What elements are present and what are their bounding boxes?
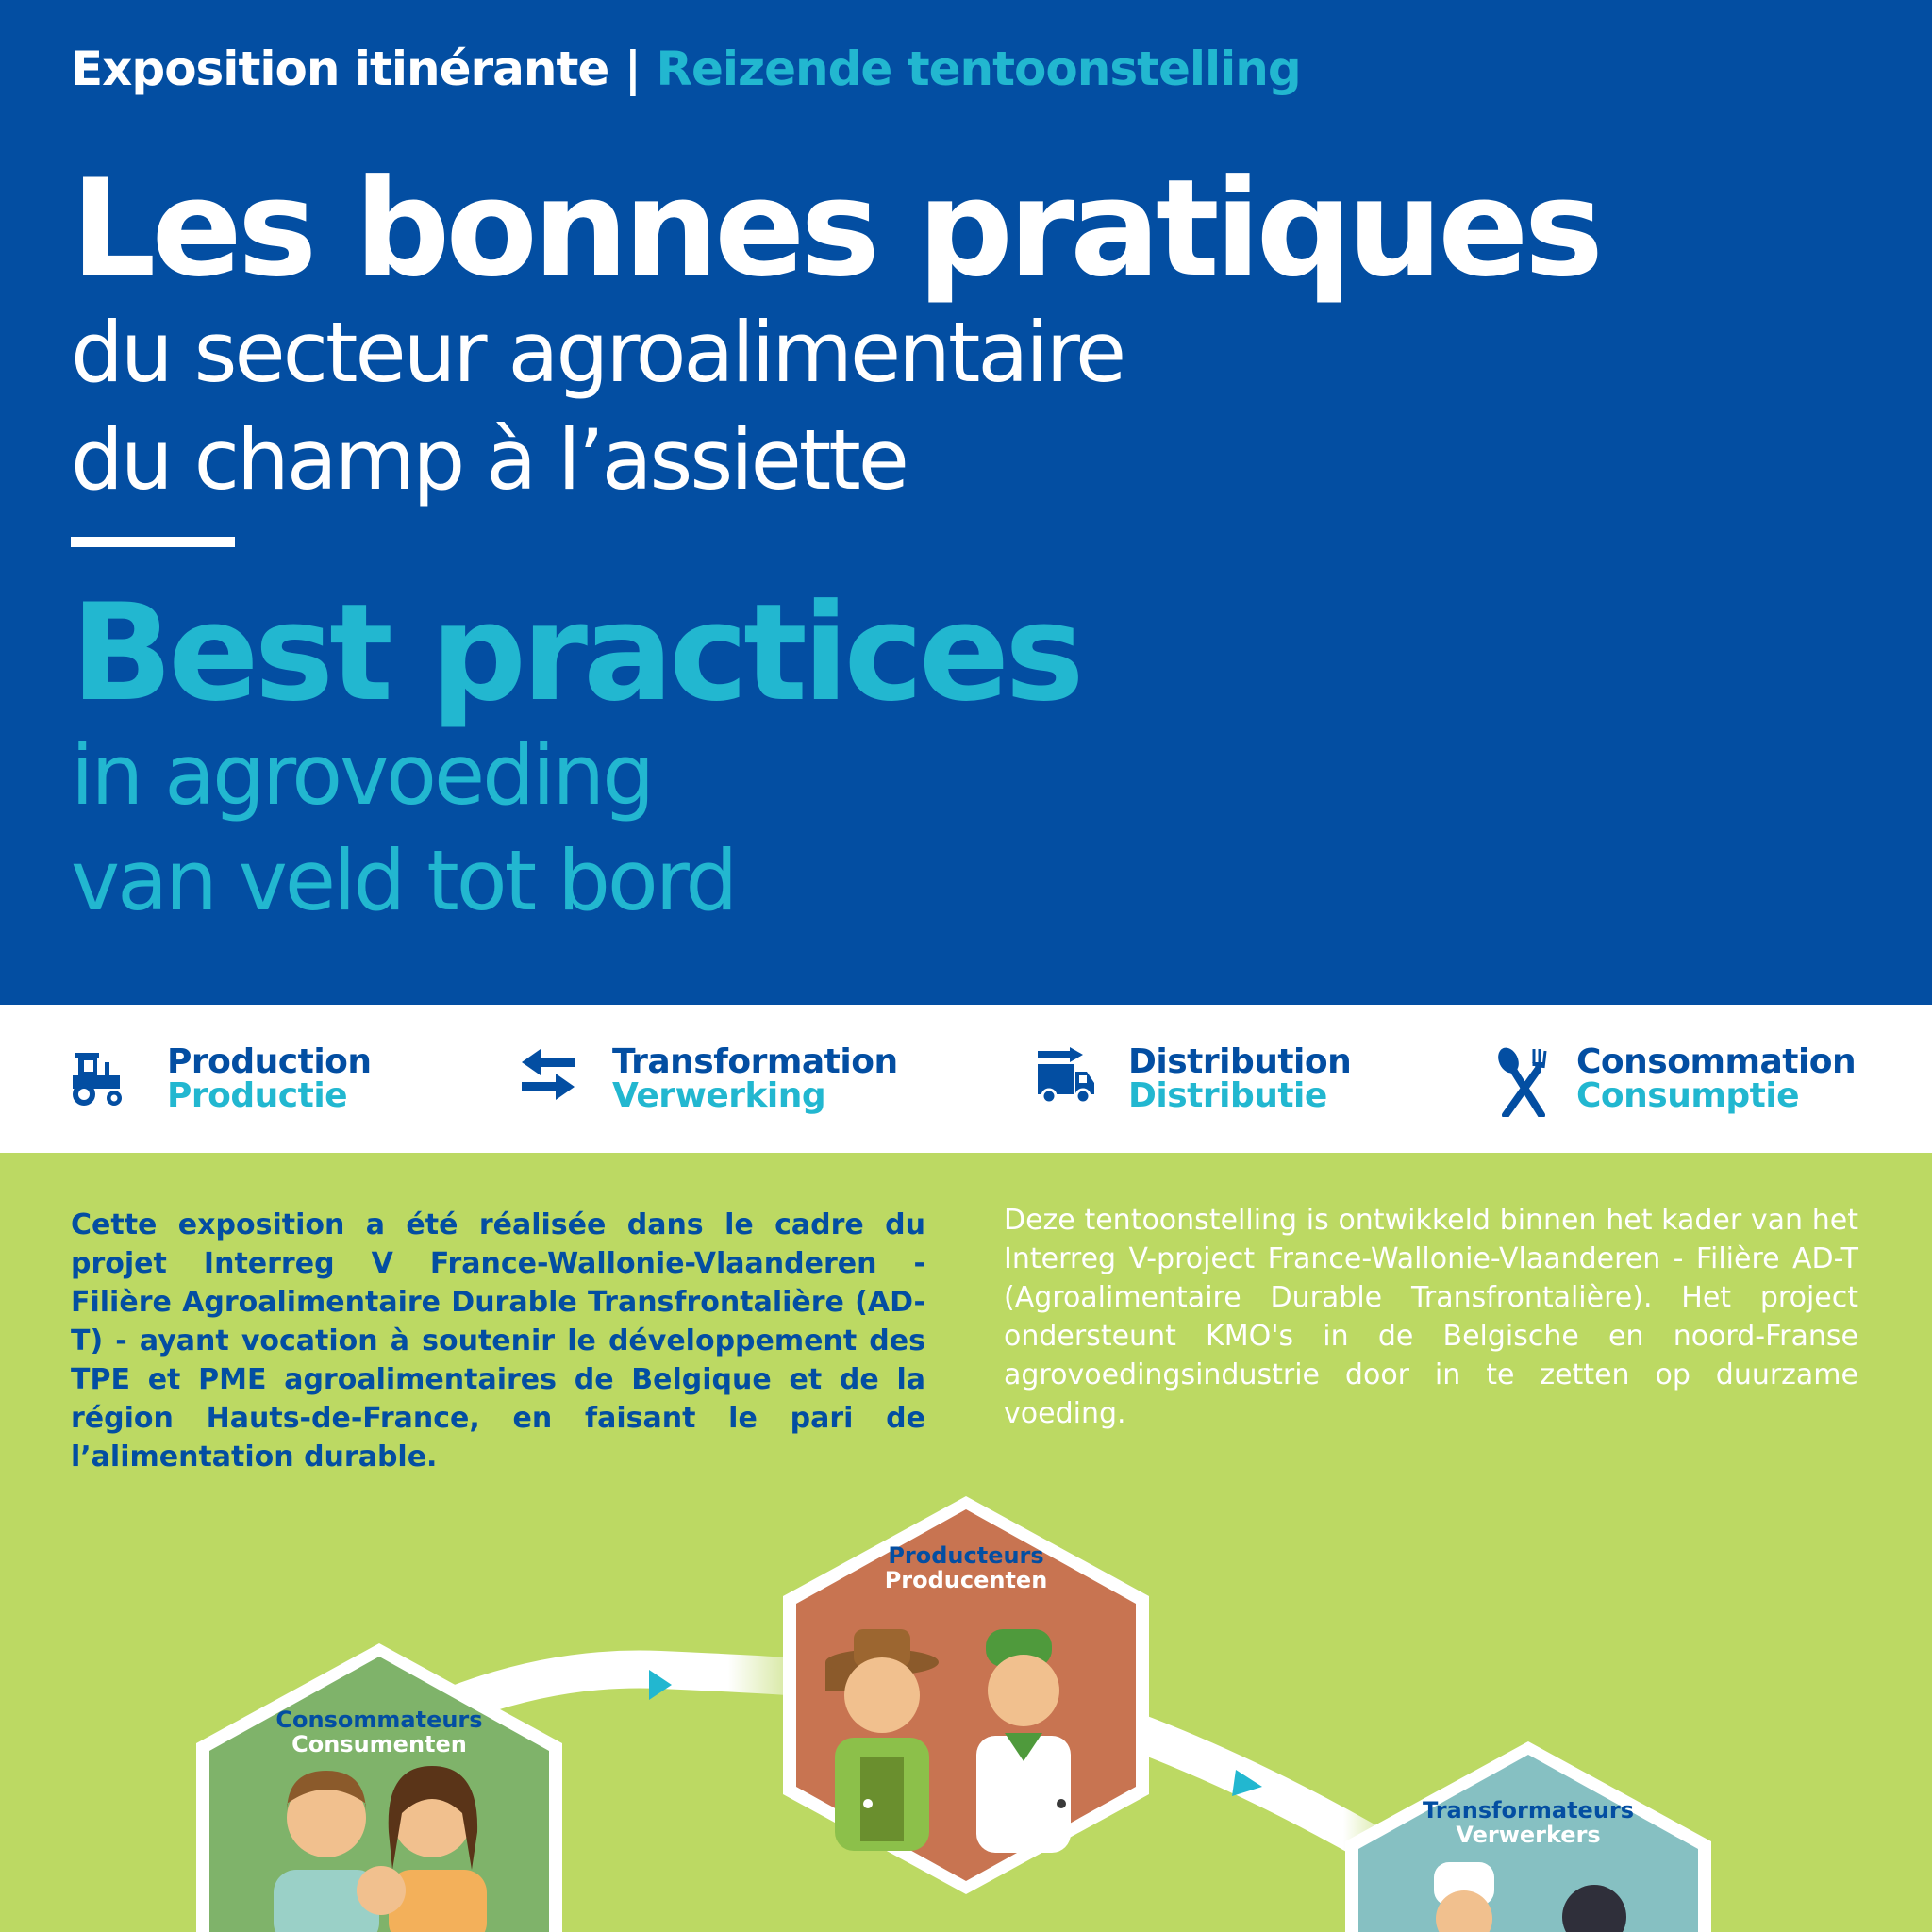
consumers-label-nl: Consumenten	[291, 1731, 467, 1757]
processors-label-nl: Verwerkers	[1456, 1822, 1601, 1848]
processors-label	[1415, 1798, 1641, 1847]
intro-paragraph-fr: Cette exposition a été réalisée dans le cadre du projet Interreg V France-Wallonie-Vlaanderen - Filière Agroalimentaire Durable Transfrontalière (AD-T) - ayant vocation à soutenir le développement des TPE et PME agroalimentaires de Belgique et de la région Hauts-de-France, en faisant le pari de l’alimentation durable.	[71, 1208, 925, 1474]
title-fr: Les bonnes pratiques	[71, 151, 1600, 307]
delivery-truck-icon	[1036, 1047, 1096, 1113]
step-label-fr: Distribution	[1128, 1042, 1352, 1081]
step-label-nl: Verwerking	[612, 1076, 826, 1115]
divider-rule	[71, 537, 235, 547]
step-label-nl: Distributie	[1128, 1076, 1327, 1115]
kicker-fr: Exposition itinérante |	[71, 42, 641, 96]
title-nl: Best practices	[71, 575, 1080, 731]
tractor-icon	[69, 1047, 125, 1113]
subtitle-fr-2: du champ à l’assiette	[71, 411, 907, 508]
consumers-label-fr: Consommateurs	[275, 1707, 483, 1733]
intro-paragraph-nl: Deze tentoonstelling is ontwikkeld binnen het kader van het Interreg V-project France-Wallonie-Vlaanderen - Filière AD-T (Agroalimentaire Durable Transfrontalière). Het project ondersteunt KMO's in de Belgische en noord-Franse agrovoedingsindustrie door in te zetten op duurzame voeding.	[1004, 1204, 1858, 1430]
exhibition-kicker	[71, 42, 1301, 96]
transfer-arrows-icon	[520, 1047, 576, 1113]
step-label-fr: Production	[167, 1042, 372, 1081]
subtitle-fr-1: du secteur agroalimentaire	[71, 304, 1124, 401]
step-label-fr: Transformation	[612, 1042, 898, 1081]
step-label-nl: Productie	[167, 1076, 348, 1115]
consumers-label	[266, 1707, 492, 1757]
subtitle-nl-2: van veld tot bord	[71, 832, 736, 929]
step-label-fr: Consommation	[1576, 1042, 1857, 1081]
producers-label	[853, 1543, 1079, 1592]
producers-label-nl: Producenten	[884, 1567, 1048, 1593]
cutlery-icon	[1496, 1047, 1549, 1117]
kicker-nl: Reizende tentoonstelling	[656, 42, 1301, 96]
step-label-nl: Consumptie	[1576, 1076, 1800, 1115]
processors-label-fr: Transformateurs	[1422, 1797, 1635, 1824]
subtitle-nl-1: in agrovoeding	[71, 726, 653, 824]
producers-label-fr: Producteurs	[888, 1542, 1044, 1569]
